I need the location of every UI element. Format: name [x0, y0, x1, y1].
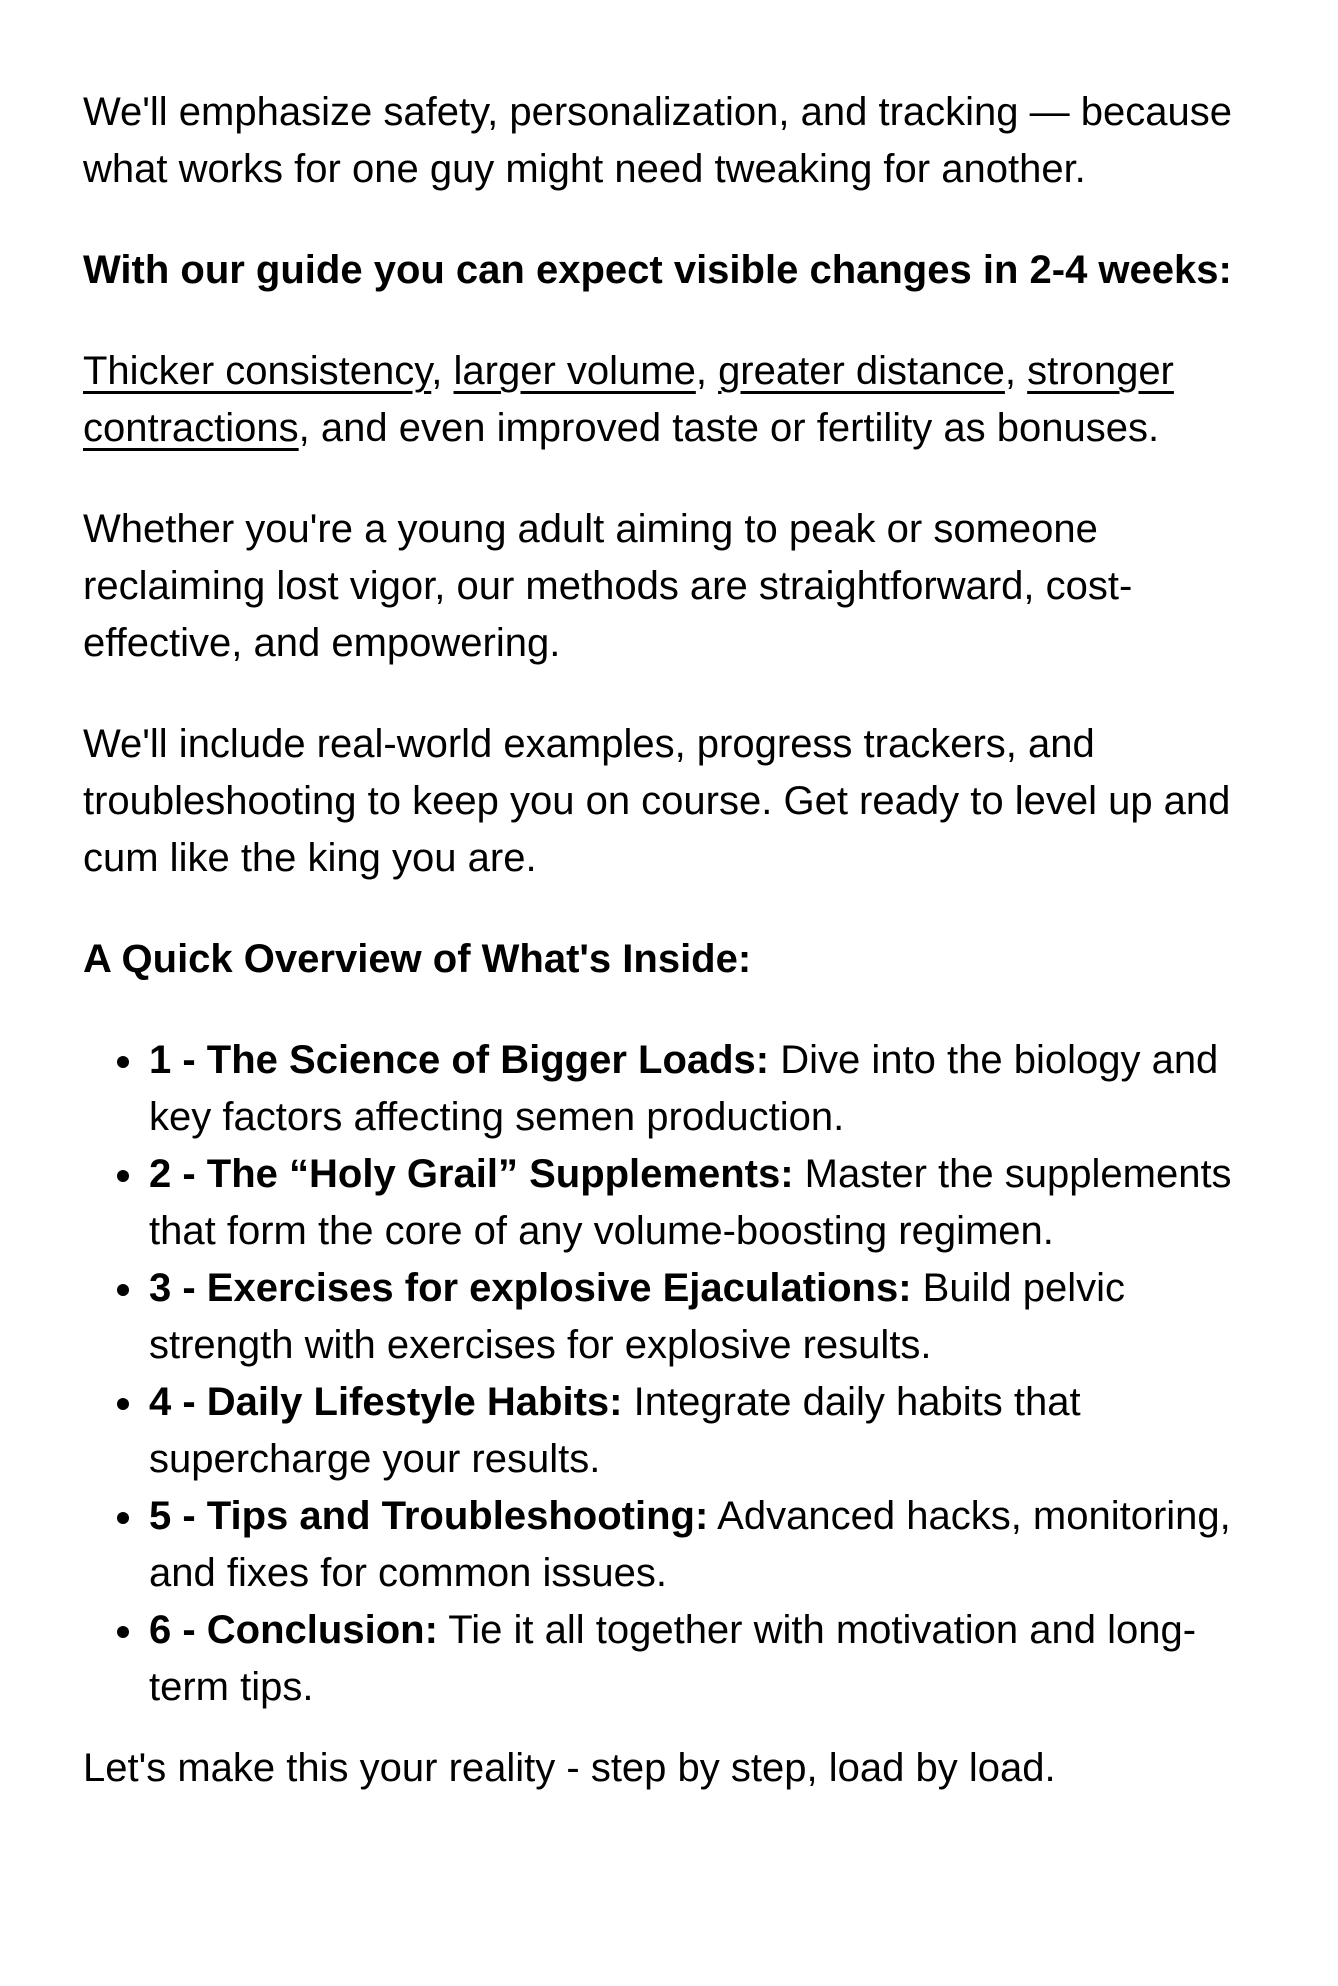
link-thicker-consistency[interactable]: Thicker consistency [83, 349, 432, 393]
list-item-title: 1 - The Science of Bigger Loads: [149, 1038, 770, 1082]
list-item [147, 1602, 1253, 1716]
list-item-title: 4 - Daily Lifestyle Habits: [149, 1380, 623, 1424]
list-item-description: Tie it all together with motivation and long-term tips. [149, 1608, 1197, 1709]
audience-paragraph: Whether you're a young adult aiming to peak or someone reclaiming lost vigor, our methods are straightforward, cost-effective, and empowering. [83, 507, 1133, 665]
list-item-title: 5 - Tips and Troubleshooting: [149, 1494, 709, 1538]
promise-paragraph: We'll include real-world examples, progress trackers, and troubleshooting to keep you on course. Get ready to level up and cum like the king you are. [83, 722, 1231, 880]
intro-paragraph: We'll emphasize safety, personalization, and tracking — because what works for one guy might need tweaking for another. [83, 90, 1232, 191]
list-item [147, 1146, 1253, 1260]
expect-heading: With our guide you can expect visible changes in 2-4 weeks: [83, 248, 1232, 292]
overview-list [83, 1032, 1253, 1716]
list-item [147, 1488, 1253, 1602]
link-greater-distance[interactable]: greater distance [718, 349, 1005, 393]
benefits-separator: , [695, 349, 719, 393]
list-item-description: Advanced hacks, monitoring, and fixes for common issues. [149, 1494, 1231, 1595]
closing-paragraph: Let's make this your reality - step by step, load by load. [83, 1746, 1056, 1790]
list-item-description: Dive into the biology and key factors affecting semen production. [149, 1038, 1219, 1139]
list-item-title: 2 - The “Holy Grail” Supplements: [149, 1152, 794, 1196]
list-item-description: Integrate daily habits that supercharge your results. [149, 1380, 1081, 1481]
link-stronger-contractions[interactable]: stronger contractions [83, 349, 1174, 450]
list-item-title: 3 - Exercises for explosive Ejaculations: [149, 1266, 912, 1310]
benefits-separator: , [1004, 349, 1028, 393]
list-item-description: Master the supplements that form the core of any volume-boosting regimen. [149, 1152, 1232, 1253]
overview-heading: A Quick Overview of What's Inside: [83, 937, 752, 981]
list-item [147, 1374, 1253, 1488]
benefits-separator: , [431, 349, 454, 393]
list-item-title: 6 - Conclusion: [149, 1608, 438, 1652]
list-item [147, 1032, 1253, 1146]
benefits-paragraph [83, 343, 1253, 457]
benefits-tail: , and even improved taste or fertility as bonuses. [298, 406, 1160, 450]
list-item [147, 1260, 1253, 1374]
list-item-description: Build pelvic strength with exercises for explosive results. [149, 1266, 1125, 1367]
link-larger-volume[interactable]: larger volume [453, 349, 696, 393]
